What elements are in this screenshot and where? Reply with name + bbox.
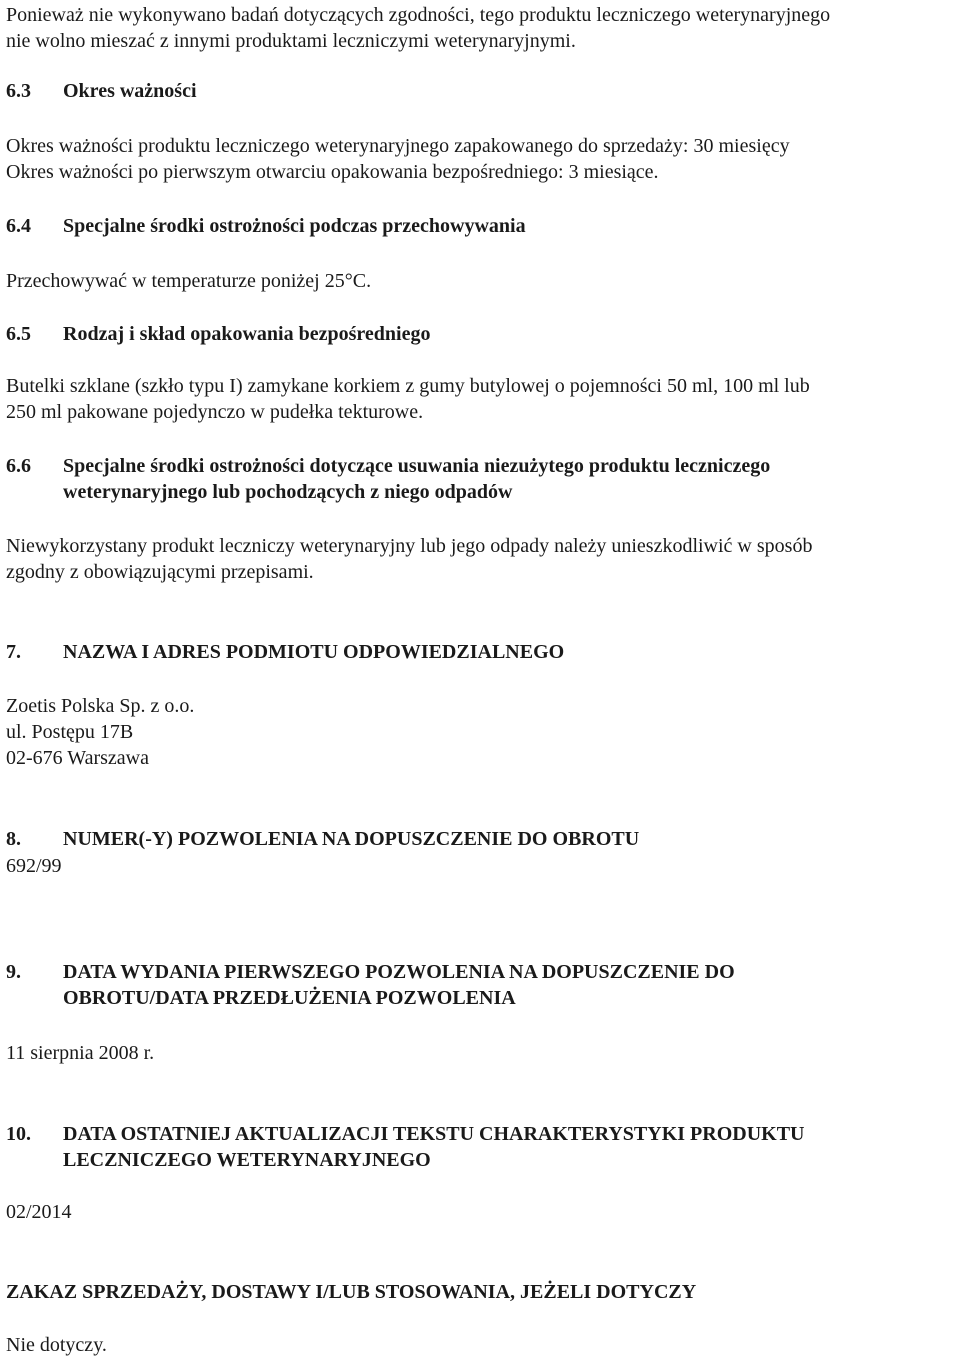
section-title: [63, 1121, 956, 1173]
section-10-body: [6, 1199, 956, 1225]
section-number: 8.: [6, 828, 21, 850]
restriction-body: [6, 1332, 956, 1358]
section-6-5-body: [6, 373, 956, 425]
section-title: NAZWA I ADRES PODMIOTU ODPOWIEDZIALNEGO: [63, 641, 565, 663]
section-10-heading: [6, 1121, 956, 1173]
section-9-body: [6, 1040, 956, 1066]
disposal-line-2: zgodny z obowiązującymi przepisami.: [6, 561, 314, 583]
last-update-date: 02/2014: [6, 1201, 72, 1223]
street-address: ul. Postępu 17B: [6, 721, 134, 743]
section-title: Okres ważności: [63, 80, 197, 102]
packaging-line-1: Butelki szklane (szkło typu I) zamykane korkiem z gumy butylowej o pojemności 50 ml, 100 ml lub: [6, 375, 810, 397]
section-9-heading: [6, 959, 956, 1011]
section-title-line-2: OBROTU/DATA PRZEDŁUŻENIA POZWOLENIA: [63, 987, 516, 1009]
section-7-heading: [6, 639, 956, 665]
section-number: 6.6: [6, 455, 31, 477]
section-6-3-heading: [6, 78, 956, 104]
storage-text: Przechowywać w temperaturze poniżej 25°C.: [6, 270, 372, 292]
section-6-4-heading: [6, 213, 956, 239]
postal-city: 02-676 Warszawa: [6, 747, 149, 769]
section-6-6-body: [6, 533, 956, 585]
disposal-line-1: Niewykorzystany produkt leczniczy weterynaryjny lub jego odpady należy unieszkodliwić w sposób: [6, 535, 813, 557]
section-number: 10.: [6, 1123, 31, 1145]
section-8-body: [6, 853, 956, 879]
company-name: Zoetis Polska Sp. z o.o.: [6, 695, 195, 717]
packaging-line-2: 250 ml pakowane pojedynczo w pudełka tekturowe.: [6, 401, 424, 423]
section-title: Specjalne środki ostrożności podczas przechowywania: [63, 215, 526, 237]
section-6-3-body: [6, 133, 956, 185]
section-6-4-body: [6, 268, 956, 294]
section-6-5-heading: [6, 321, 956, 347]
section-title-line-1: DATA OSTATNIEJ AKTUALIZACJI TEKSTU CHARAKTERYSTYKI PRODUKTU: [63, 1123, 805, 1145]
section-number: 9.: [6, 961, 21, 983]
shelf-life-line-2: Okres ważności po pierwszym otwarciu opakowania bezpośredniego: 3 miesiące.: [6, 161, 659, 183]
section-number: 6.3: [6, 80, 31, 102]
section-title-line-1: Specjalne środki ostrożności dotyczące usuwania niezużytego produktu leczniczego: [63, 455, 771, 477]
section-number: 6.4: [6, 215, 31, 237]
section-8-heading: [6, 826, 956, 852]
section-7-address: [6, 693, 956, 771]
section-6-6-heading: [6, 453, 956, 505]
section-title: [63, 453, 956, 505]
first-authorization-date: 11 sierpnia 2008 r.: [6, 1042, 155, 1064]
section-title-line-1: DATA WYDANIA PIERWSZEGO POZWOLENIA NA DOPUSZCZENIE DO: [63, 961, 735, 983]
section-title: NUMER(-Y) POZWOLENIA NA DOPUSZCZENIE DO OBROTU: [63, 828, 640, 850]
section-number: 6.5: [6, 323, 31, 345]
section-title: Rodzaj i skład opakowania bezpośredniego: [63, 323, 431, 345]
shelf-life-line-1: Okres ważności produktu leczniczego weterynaryjnego zapakowanego do sprzedaży: 30 miesięcy: [6, 135, 790, 157]
authorization-number: 692/99: [6, 855, 62, 877]
restriction-heading: ZAKAZ SPRZEDAŻY, DOSTAWY I/LUB STOSOWANIA, JEŻELI DOTYCZY: [6, 1281, 697, 1303]
section-title-line-2: weterynaryjnego lub pochodzących z niego odpadów: [63, 481, 513, 503]
section-number: 7.: [6, 641, 21, 663]
intro-line-1: Ponieważ nie wykonywano badań dotyczących zgodności, tego produktu leczniczego weterynaryjnego: [6, 4, 831, 26]
intro-paragraph: [6, 2, 956, 54]
restriction-value: Nie dotyczy.: [6, 1334, 107, 1356]
intro-line-2: nie wolno mieszać z innymi produktami leczniczymi weterynaryjnymi.: [6, 30, 576, 52]
section-title-line-2: LECZNICZEGO WETERYNARYJNEGO: [63, 1149, 431, 1171]
section-title: [63, 959, 956, 1011]
